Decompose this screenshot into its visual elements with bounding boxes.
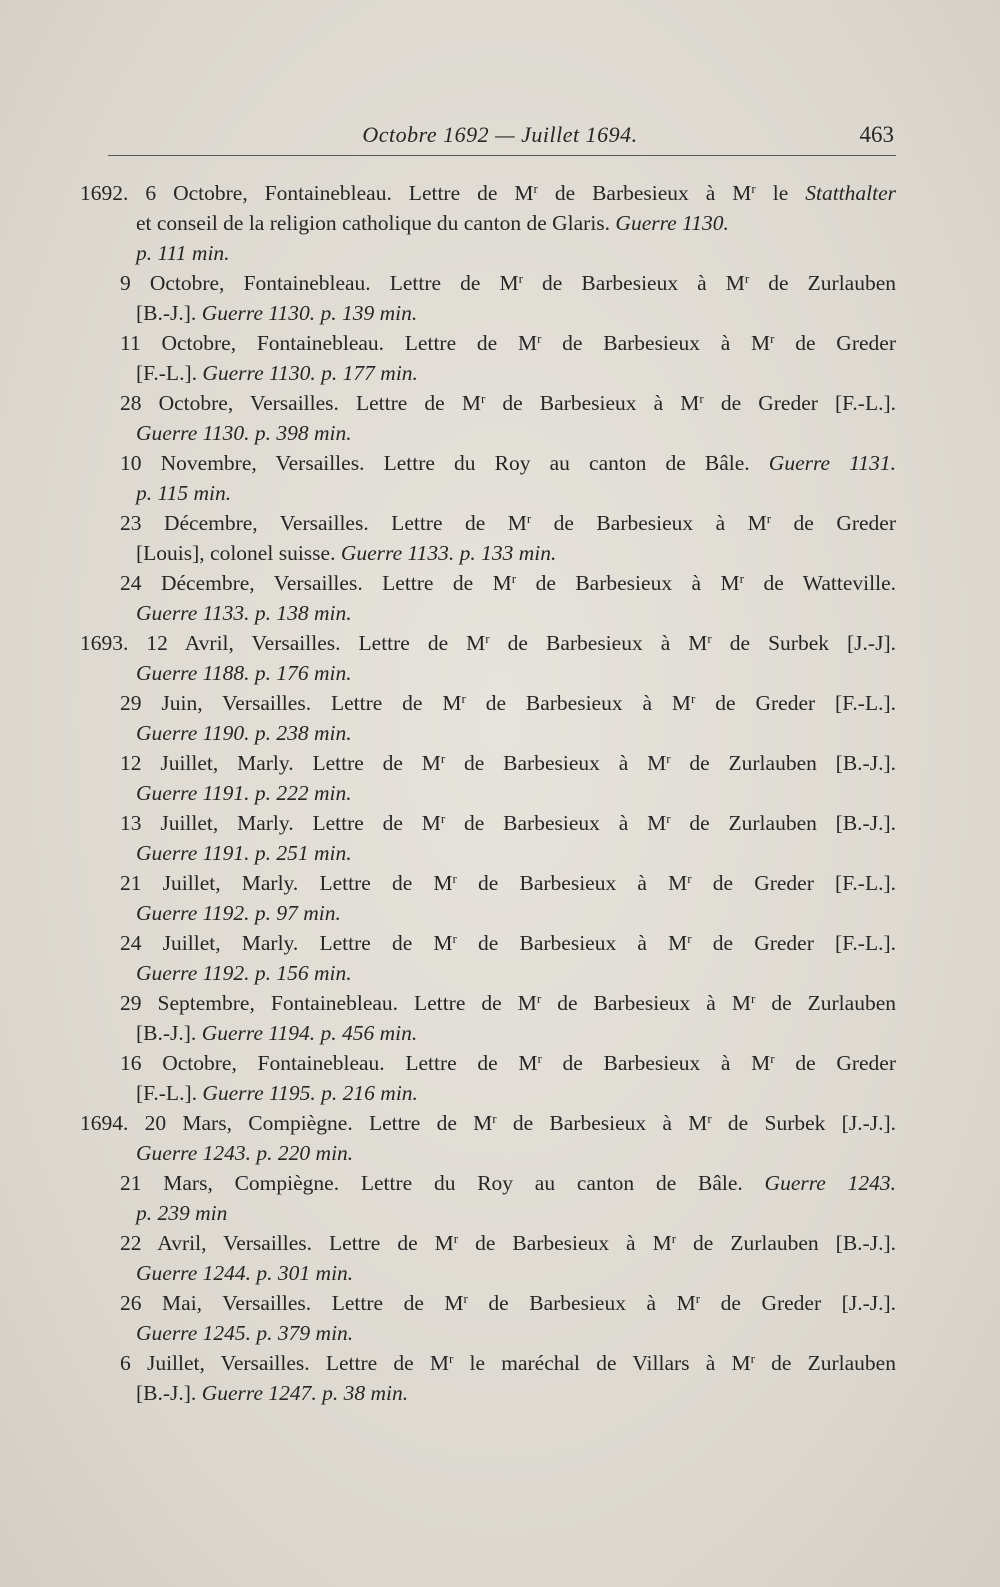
- list-item: [80, 568, 896, 628]
- list-item: [80, 178, 896, 268]
- entry-line-continuation: Guerre 1190. p. 238 min.: [136, 721, 352, 745]
- entry-line-continuation: [B.-J.]. Guerre 1130. p. 139 min.: [136, 301, 418, 325]
- entry-line-first: 12 Juillet, Marly. Lettre de $M^r$ de Barbesieux à $M^r$ de Zurlauben [B.-J.].: [120, 751, 896, 775]
- entry-line-first: 1692. 6 Octobre, Fontainebleau. Lettre de $M^r$ de Barbesieux à $M^r$ le Statthalter: [80, 181, 896, 205]
- list-item: [80, 1348, 896, 1408]
- list-item: [80, 508, 896, 568]
- list-item: [80, 1228, 896, 1288]
- list-item: [80, 748, 896, 808]
- list-item: [80, 1168, 896, 1228]
- running-title: Octobre 1692 — Juillet 1694.: [362, 122, 638, 147]
- list-item: [80, 268, 896, 328]
- list-item: [80, 1108, 896, 1168]
- list-item: [80, 928, 896, 988]
- entry-line-first: 28 Octobre, Versailles. Lettre de $M^r$ de Barbesieux à $M^r$ de Greder [F.-L.].: [120, 391, 896, 415]
- page-number: 463: [859, 122, 894, 147]
- entry-line-first: 10 Novembre, Versailles. Lettre du Roy au canton de Bâle. Guerre 1131.: [120, 451, 897, 475]
- entry-line-continuation: p. 115 min.: [136, 481, 232, 505]
- entry-line-continuation: et conseil de la religion catholique du canton de Glaris. Guerre 1130.: [136, 211, 729, 235]
- entry-line-first: 29 Septembre, Fontainebleau. Lettre de $M^r$ de Barbesieux à $M^r$ de Zurlauben: [120, 991, 896, 1015]
- running-header: [0, 118, 1000, 158]
- list-item: [80, 628, 896, 688]
- entry-line-continuation: p. 111 min.: [136, 241, 230, 265]
- entry-line-continuation: [B.-J.]. Guerre 1247. p. 38 min.: [136, 1381, 409, 1405]
- entry-line-first: 22 Avril, Versailles. Lettre de $M^r$ de Barbesieux à $M^r$ de Zurlauben [B.-J.].: [120, 1231, 896, 1255]
- entry-line-continuation: Guerre 1133. p. 138 min.: [136, 601, 352, 625]
- list-item: [80, 448, 896, 508]
- list-item: [80, 988, 896, 1048]
- entry-line-first: 9 Octobre, Fontainebleau. Lettre de $M^r$ de Barbesieux à $M^r$ de Zurlauben: [120, 271, 897, 295]
- entry-line-continuation: p. 239 min: [136, 1201, 228, 1225]
- entry-line-continuation: Guerre 1243. p. 220 min.: [136, 1141, 354, 1165]
- list-item: [80, 388, 896, 448]
- entry-line-first: 1694. 20 Mars, Compiègne. Lettre de $M^r$ de Barbesieux à $M^r$ de Surbek [J.-J.].: [80, 1111, 897, 1135]
- header-rule: [108, 155, 896, 156]
- entry-line-first: 26 Mai, Versailles. Lettre de $M^r$ de Barbesieux à $M^r$ de Greder [J.-J.].: [120, 1291, 896, 1315]
- list-item: [80, 1048, 896, 1108]
- entry-line-continuation: Guerre 1245. p. 379 min.: [136, 1321, 354, 1345]
- entry-line-first: 11 Octobre, Fontainebleau. Lettre de $M^r$ de Barbesieux à $M^r$ de Greder: [120, 331, 896, 355]
- entry-line-continuation: Guerre 1192. p. 156 min.: [136, 961, 352, 985]
- entry-line-continuation: [F.-L.]. Guerre 1195. p. 216 min.: [136, 1081, 418, 1105]
- entry-line-continuation: Guerre 1192. p. 97 min.: [136, 901, 341, 925]
- entry-line-first: 29 Juin, Versailles. Lettre de $M^r$ de Barbesieux à $M^r$ de Greder [F.-L.].: [120, 691, 897, 715]
- entry-line-first: 13 Juillet, Marly. Lettre de $M^r$ de Barbesieux à $M^r$ de Zurlauben [B.-J.].: [120, 811, 896, 835]
- list-item: [80, 688, 896, 748]
- entry-line-first: 1693. 12 Avril, Versailles. Lettre de $M^r$ de Barbesieux à $M^r$ de Surbek [J.-J].: [80, 631, 896, 655]
- entry-line-continuation: Guerre 1191. p. 222 min.: [136, 781, 352, 805]
- entry-line-first: 23 Décembre, Versailles. Lettre de $M^r$ de Barbesieux à $M^r$ de Greder: [120, 511, 897, 535]
- list-item: [80, 328, 896, 388]
- entry-list: [80, 178, 896, 1408]
- entry-line-first: 16 Octobre, Fontainebleau. Lettre de $M^r$ de Barbesieux à $M^r$ de Greder: [120, 1051, 897, 1075]
- entry-line-first: 24 Juillet, Marly. Lettre de $M^r$ de Barbesieux à $M^r$ de Greder [F.-L.].: [120, 931, 897, 955]
- list-item: [80, 808, 896, 868]
- entry-line-first: 21 Mars, Compiègne. Lettre du Roy au canton de Bâle. Guerre 1243.: [120, 1171, 896, 1195]
- list-item: [80, 868, 896, 928]
- entry-line-continuation: Guerre 1191. p. 251 min.: [136, 841, 352, 865]
- entry-line-continuation: [Louis], colonel suisse. Guerre 1133. p. 133 min.: [136, 541, 557, 565]
- entry-line-continuation: Guerre 1130. p. 398 min.: [136, 421, 352, 445]
- entry-line-first: 6 Juillet, Versailles. Lettre de $M^r$ le maréchal de Villars à $M^r$ de Zurlauben: [120, 1351, 896, 1375]
- entry-line-first: 21 Juillet, Marly. Lettre de $M^r$ de Barbesieux à $M^r$ de Greder [F.-L.].: [120, 871, 897, 895]
- list-item: [80, 1288, 896, 1348]
- entry-line-continuation: [F.-L.]. Guerre 1130. p. 177 min.: [136, 361, 418, 385]
- entry-line-continuation: Guerre 1188. p. 176 min.: [136, 661, 352, 685]
- entry-line-first: 24 Décembre, Versailles. Lettre de $M^r$ de Barbesieux à $M^r$ de Watteville.: [120, 571, 896, 595]
- entry-line-continuation: Guerre 1244. p. 301 min.: [136, 1261, 354, 1285]
- entry-line-continuation: [B.-J.]. Guerre 1194. p. 456 min.: [136, 1021, 418, 1045]
